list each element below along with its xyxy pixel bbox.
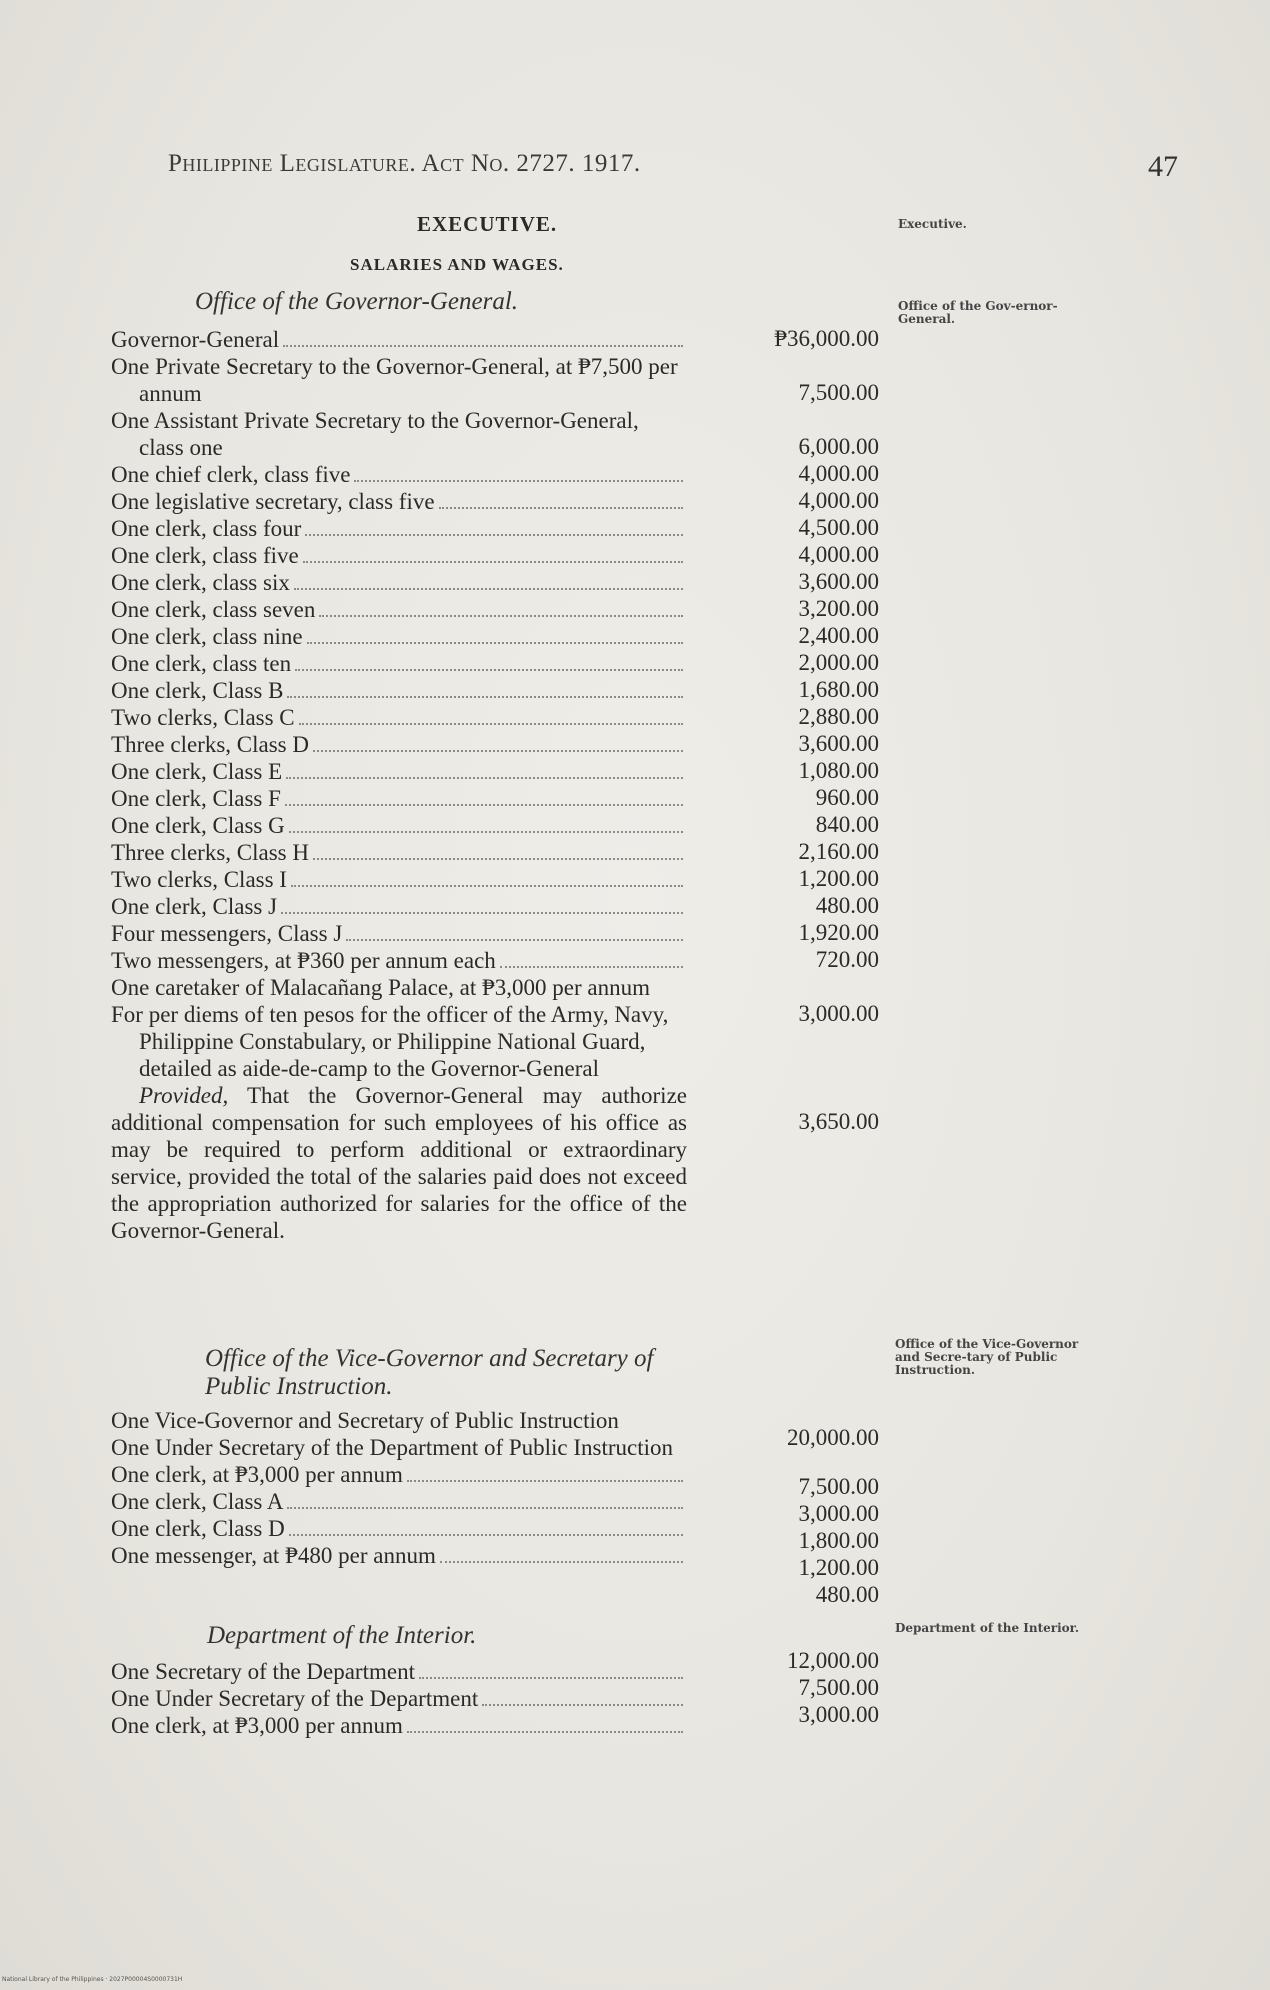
list-item: One clerk, class seven: [111, 596, 687, 623]
list-item: One legislative secretary, class five: [111, 488, 687, 515]
governor-general-salary-list: [111, 326, 687, 1244]
item-label: Governor-General: [111, 327, 280, 352]
amount-value: 480.00: [815, 1582, 879, 1607]
running-head: Philippine Legislature. Act No. 2727. 1917.: [168, 150, 641, 177]
list-item: One chief clerk, class five: [111, 461, 687, 488]
list-item: One clerk, Class G: [111, 812, 687, 839]
amount-value: 1,200.00: [798, 866, 879, 891]
list-item: One clerk, Class J: [111, 893, 687, 920]
list-item: One clerk, Class E: [111, 758, 687, 785]
list-item: One clerk, at ₱3,000 per annum: [111, 1712, 687, 1739]
list-item: One clerk, at ₱3,000 per annum: [111, 1461, 687, 1488]
amount-value: 4,000.00: [798, 542, 879, 567]
amount-value: 1,920.00: [798, 920, 879, 945]
amount-value: 7,500.00: [798, 1474, 879, 1499]
list-item: One Secretary of the Department: [111, 1658, 687, 1685]
amount-value: 840.00: [815, 812, 879, 837]
list-item: One clerk, class ten: [111, 650, 687, 677]
list-item: For per diems of ten pesos for the officer of the Army, Navy, Philippine Constabulary, or Philippine National Guard, detailed as aide-de-camp to the Governor-General: [111, 1002, 669, 1081]
list-item: Two clerks, Class C: [111, 704, 687, 731]
subheading-office-vice-governor: Office of the Vice-Governor and Secretary of Public Instruction.: [205, 1345, 654, 1400]
proviso-lead: Provided,: [139, 1083, 229, 1108]
list-item: One clerk, class five: [111, 542, 687, 569]
subheading-department-interior: Department of the Interior.: [207, 1622, 477, 1649]
list-item: One clerk, Class B: [111, 677, 687, 704]
vice-governor-salary-list: [111, 1407, 687, 1569]
proviso-paragraph: [111, 1082, 687, 1244]
item-label: One Private Secretary to the Governor-General, at ₱7,500 per annum: [111, 354, 678, 406]
amount-value: 1,680.00: [798, 677, 879, 702]
margin-note-governor-general: Office of the Gov-ernor-General.: [898, 299, 1058, 326]
interior-salary-list: [111, 1658, 687, 1739]
amount-value: 20,000.00: [787, 1425, 879, 1450]
amount-value: 3,000.00: [798, 1501, 879, 1526]
amount-value: 4,000.00: [798, 488, 879, 513]
amount-value: 1,800.00: [798, 1528, 879, 1553]
list-item: One caretaker of Malacañang Palace, at ₱3,000 per annum: [111, 975, 650, 1000]
amount-value: 12,000.00: [787, 1648, 879, 1673]
list-item: [111, 326, 687, 353]
section-heading-executive: EXECUTIVE.: [417, 212, 558, 236]
amount-value: 3,600.00: [798, 731, 879, 756]
list-item: [111, 353, 687, 407]
amount-value: 960.00: [815, 785, 879, 810]
list-item: One clerk, class six: [111, 569, 687, 596]
margin-note-vice-governor: Office of the Vice-Governor and Secre-tary of Public Instruction.: [895, 1337, 1079, 1377]
list-item: Three clerks, Class D: [111, 731, 687, 758]
list-item: One clerk, Class A: [111, 1488, 687, 1515]
list-item: One clerk, Class F: [111, 785, 687, 812]
source-watermark: National Library of the Philippines · 2027P00004S0000731H: [2, 1976, 183, 1983]
amount-value: 2,000.00: [798, 650, 879, 675]
amount-value: 7,500.00: [798, 380, 879, 405]
list-item: One messenger, at ₱480 per annum: [111, 1542, 687, 1569]
margin-note-executive: Executive.: [898, 217, 967, 231]
list-item: One clerk, class nine: [111, 623, 687, 650]
list-item: One clerk, Class D: [111, 1515, 687, 1542]
amount-value: ₱36,000.00: [774, 326, 879, 351]
list-item: One clerk, class four: [111, 515, 687, 542]
list-item: Two messengers, at ₱360 per annum each: [111, 947, 687, 974]
amount-value: 3,650.00: [798, 1109, 879, 1134]
amount-value: 1,080.00: [798, 758, 879, 783]
list-item: Two clerks, Class I: [111, 866, 687, 893]
amount-value: 2,400.00: [798, 623, 879, 648]
amount-value: 3,200.00: [798, 596, 879, 621]
amount-value: 4,500.00: [798, 515, 879, 540]
amount-value: 3,000.00: [798, 1001, 879, 1026]
list-item: [111, 407, 687, 461]
amount-value: 4,000.00: [798, 461, 879, 486]
section-heading-salaries: SALARIES AND WAGES.: [350, 255, 564, 274]
list-item: Three clerks, Class H: [111, 839, 687, 866]
amount-value: 480.00: [815, 893, 879, 918]
amount-value: 7,500.00: [798, 1675, 879, 1700]
list-item: One Under Secretary of the Department: [111, 1685, 687, 1712]
margin-note-interior: Department of the Interior.: [895, 1621, 1080, 1635]
list-item: One Vice-Governor and Secretary of Public Instruction: [111, 1408, 619, 1433]
subheading-office-governor-general: Office of the Governor-General.: [195, 288, 519, 315]
list-item: One Under Secretary of the Department of Public Instruction: [111, 1435, 674, 1460]
amount-value: 1,200.00: [798, 1555, 879, 1580]
amount-value: 3,600.00: [798, 569, 879, 594]
amount-value: 3,000.00: [798, 1702, 879, 1727]
amount-value: 6,000.00: [798, 434, 879, 459]
page-number: 47: [1148, 150, 1178, 183]
amount-value: 2,880.00: [798, 704, 879, 729]
amount-value: 2,160.00: [798, 839, 879, 864]
list-item: Four messengers, Class J: [111, 920, 687, 947]
proviso-text: That the Governor-General may authorize additional compensation for such employees of his office as may be required to perform additional or extraordinary service, provided the total of the salaries paid does not exceed the appropriation authorized for salaries for the office of the Governor-General.: [111, 1083, 687, 1243]
item-label: One Assistant Private Secretary to the Governor-General, class one: [111, 408, 639, 460]
amount-value: 720.00: [815, 947, 879, 972]
